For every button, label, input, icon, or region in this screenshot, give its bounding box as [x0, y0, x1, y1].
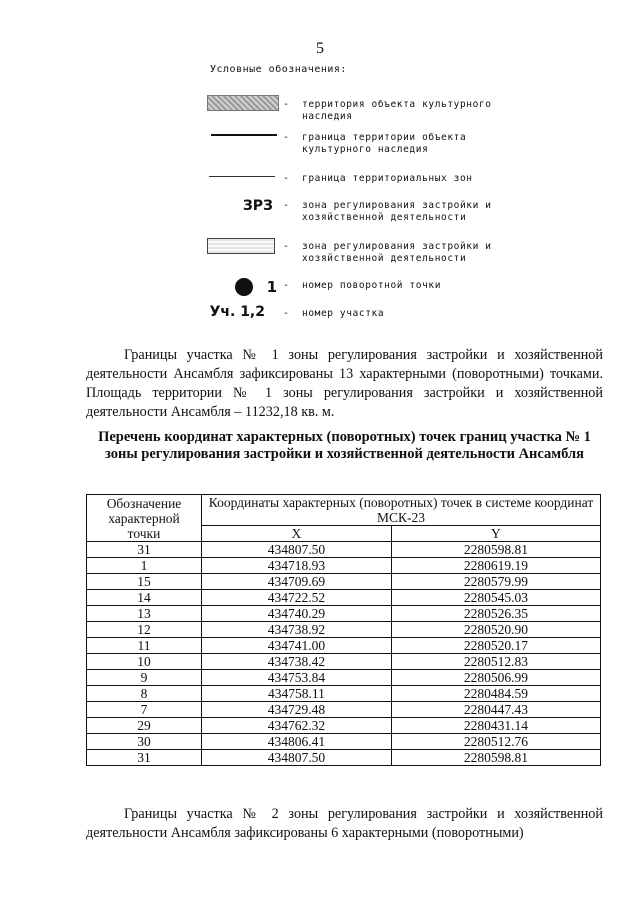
cell-point: 12 — [87, 622, 202, 638]
table-row — [87, 606, 601, 622]
paragraph-2-text: Границы участка № 2 зоны регулирования застройки и хозяйственной деятельности Ансамбля зафиксированы 6 характерными (поворотными) — [86, 806, 603, 841]
legend-text: граница территориальных зон — [302, 173, 473, 184]
cell-y: 2280579.99 — [391, 574, 600, 590]
cell-point: 10 — [87, 654, 202, 670]
cell-y: 2280520.17 — [391, 638, 600, 654]
paragraph-2 — [86, 805, 603, 843]
legend-title: Условные обозначения: — [210, 64, 347, 75]
cell-point: 7 — [87, 702, 202, 718]
table-row — [87, 622, 601, 638]
legend-dash: - — [283, 308, 290, 319]
dot-icon — [235, 278, 253, 296]
paragraph-1-text: Границы участка № 1 зоны регулирования застройки и хозяйственной деятельности Ансамбля зафиксированы 13 характерными (поворотными) точками. Площадь территории № 1 зоны регулирования застройки и хозяйственной деятельности Ансамбля – 11232,18 кв. м. — [86, 347, 603, 420]
legend-text: номер поворотной точки — [302, 280, 442, 291]
cell-point: 13 — [87, 606, 202, 622]
table-row — [87, 654, 601, 670]
col-y-header: Y — [391, 526, 600, 542]
cell-y: 2280526.35 — [391, 606, 600, 622]
cell-y: 2280512.83 — [391, 654, 600, 670]
cell-y: 2280619.19 — [391, 558, 600, 574]
cell-point: 31 — [87, 542, 202, 558]
cell-x: 434718.93 — [202, 558, 392, 574]
legend-text: граница территории объекта культурного наследия — [302, 132, 467, 155]
cell-y: 2280598.81 — [391, 750, 600, 766]
table-row — [87, 718, 601, 734]
solid-line-icon — [211, 134, 277, 136]
cell-point: 15 — [87, 574, 202, 590]
table-row — [87, 686, 601, 702]
legend-dash: - — [283, 173, 290, 184]
cell-x: 434738.92 — [202, 622, 392, 638]
cell-point: 9 — [87, 670, 202, 686]
cell-y: 2280484.59 — [391, 686, 600, 702]
page-number: 5 — [316, 40, 324, 57]
legend-dash: - — [283, 99, 290, 110]
point-symbol — [205, 277, 277, 297]
table-row — [87, 558, 601, 574]
table-row — [87, 670, 601, 686]
cell-x: 434753.84 — [202, 670, 392, 686]
cell-x: 434806.41 — [202, 734, 392, 750]
table-row — [87, 734, 601, 750]
cell-x: 434740.29 — [202, 606, 392, 622]
cell-x: 434729.48 — [202, 702, 392, 718]
legend-dash: - — [283, 200, 290, 211]
point-number-label: 1 — [266, 278, 277, 296]
cell-point: 11 — [87, 638, 202, 654]
legend-text: зона регулирования застройки и хозяйственной деятельности — [302, 241, 492, 264]
table-row — [87, 750, 601, 766]
dotted-area-icon — [207, 238, 275, 254]
cell-y: 2280598.81 — [391, 542, 600, 558]
cell-x: 434722.52 — [202, 590, 392, 606]
coordinates-group-header: Координаты характерных (поворотных) точек в системе координат МСК-23 — [202, 495, 601, 526]
coordinates-table — [86, 494, 601, 766]
cell-x: 434807.50 — [202, 750, 392, 766]
paragraph-1 — [86, 346, 603, 422]
cell-x: 434709.69 — [202, 574, 392, 590]
table-row — [87, 638, 601, 654]
cell-x: 434738.42 — [202, 654, 392, 670]
cell-point: 31 — [87, 750, 202, 766]
zrz-label: ЗРЗ — [242, 198, 273, 214]
thin-line-icon — [209, 176, 275, 177]
plot-label: Уч. 1,2 — [209, 304, 265, 320]
hatched-area-icon — [207, 95, 279, 111]
cell-point: 1 — [87, 558, 202, 574]
cell-x: 434758.11 — [202, 686, 392, 702]
legend-dash: - — [283, 280, 290, 291]
cell-y: 2280545.03 — [391, 590, 600, 606]
legend-text: территория объекта культурного наследия — [302, 99, 492, 122]
cell-x: 434762.32 — [202, 718, 392, 734]
cell-point: 29 — [87, 718, 202, 734]
cell-y: 2280520.90 — [391, 622, 600, 638]
cell-x: 434807.50 — [202, 542, 392, 558]
legend-text: номер участка — [302, 308, 385, 319]
cell-y: 2280447.43 — [391, 702, 600, 718]
cell-y: 2280512.76 — [391, 734, 600, 750]
legend-dash: - — [283, 132, 290, 143]
cell-point: 30 — [87, 734, 202, 750]
table-title: Перечень координат характерных (поворотных) точек границ участка № 1 зоны регулирования застройки и хозяйственной деятельности Ансамбля — [98, 429, 591, 462]
cell-x: 434741.00 — [202, 638, 392, 654]
col-x-header: X — [202, 526, 392, 542]
cell-point: 14 — [87, 590, 202, 606]
table-row — [87, 574, 601, 590]
table-row — [87, 702, 601, 718]
col-point-header: Обозначение характерной точки — [87, 495, 202, 542]
cell-y: 2280431.14 — [391, 718, 600, 734]
cell-point: 8 — [87, 686, 202, 702]
table-row — [87, 542, 601, 558]
legend-text: зона регулирования застройки и хозяйственной деятельности — [302, 200, 492, 223]
cell-y: 2280506.99 — [391, 670, 600, 686]
table-row — [87, 590, 601, 606]
legend-dash: - — [283, 241, 290, 252]
